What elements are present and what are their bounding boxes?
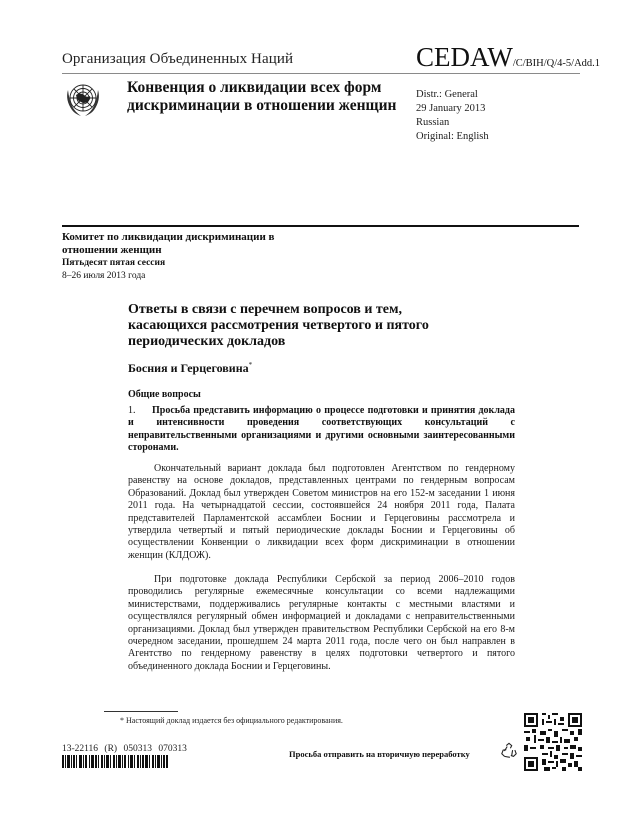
- organization-name: Организация Объединенных Наций: [62, 51, 294, 67]
- issue-date: 29 January 2013: [416, 103, 486, 114]
- section-heading: Общие вопросы: [128, 389, 201, 400]
- barcode-icon: [62, 755, 168, 768]
- footnote: * Настоящий доклад издается без официального редактирования.: [120, 716, 343, 725]
- country-heading: [128, 361, 252, 376]
- un-emblem-icon: [63, 80, 103, 120]
- committee-block: [62, 231, 322, 283]
- question-number: 1.: [128, 405, 136, 416]
- question-1: [128, 405, 515, 455]
- symbol-sub: /C/BIH/Q/4-5/Add.1: [512, 58, 601, 69]
- date-code-2: 070313: [158, 744, 187, 754]
- paragraph: Окончательный вариант доклада был подготовлен Агентством по гендерному равенству на основе докладов, представленных центрами по гендерным вопросам Образований. Доклад был утвержден Советом министров на его 152-м заседании 1 июня 2011 года. На четырнадцатой сессии, состоявшейся 24 ноября 2011 года, Палата представителей Парламентской ассамблеи Боснии и Герцеговины рассмотрела и утвердила четвертый и пятый периодические доклады Боснии и Герцеговины об осуществлении Конвенции о ликвидации всех форм дискриминации в отношении женщин (КЛДОЖ).: [128, 463, 515, 561]
- date-code-1: 050313: [123, 744, 152, 754]
- job-number-line: [62, 744, 187, 754]
- committee-name: Комитет по ликвидации дискриминации в отношении женщин: [62, 231, 275, 256]
- committee-rule: [62, 225, 579, 227]
- session-dates: 8–26 июля 2013 года: [62, 271, 146, 281]
- country-name: Босния и Герцеговина: [128, 361, 249, 375]
- language: Russian: [416, 117, 450, 128]
- recycle-icon: [500, 742, 518, 760]
- convention-title: Конвенция о ликвидации всех форм дискриминации в отношении женщин: [127, 79, 397, 114]
- distribution-block: [416, 88, 489, 144]
- symbol-main: CEDAW: [416, 42, 513, 72]
- job-number: 13-22116 (R): [62, 744, 118, 754]
- footnote-marker[interactable]: *: [248, 361, 253, 369]
- header-rule: [62, 73, 580, 74]
- recycle-request: Просьба отправить на вторичную переработку: [289, 749, 470, 759]
- qr-code-icon: [524, 712, 582, 772]
- paragraph: При подготовке доклада Республики Сербской за период 2006–2010 годов проводились регулярные ежемесячные консультации со всеми надлежащими министерствами, поддерживались регулярные контакты с местными властями и осуществлялся регулярный обмен информацией и докладами с неправительственными организациями. Доклад был утвержден правительством Республики Сербской на его 8-м очередном заседании, прошедшем 24 марта 2011 года, после чего он был направлен в Агентство по гендерному равенству в целях подготовки четвертого и пятого объединенного доклада Боснии и Герцеговины.: [128, 574, 515, 672]
- distr-label: Distr.: General: [416, 89, 478, 100]
- document-title: Ответы в связи с перечнем вопросов и тем, касающихся рассмотрения четвертого и пятого периодических докладов: [128, 302, 429, 349]
- question-text: Просьба представить информацию о процессе подготовки и принятия доклада и интенсивности проведения соответствующих консультаций с неправительственными организациями и другими основными заинтересованными сторонами.: [128, 405, 515, 454]
- footnote-rule: [104, 711, 178, 712]
- session-name: Пятьдесят пятая сессия: [62, 258, 166, 268]
- original-language: Original: English: [416, 131, 489, 142]
